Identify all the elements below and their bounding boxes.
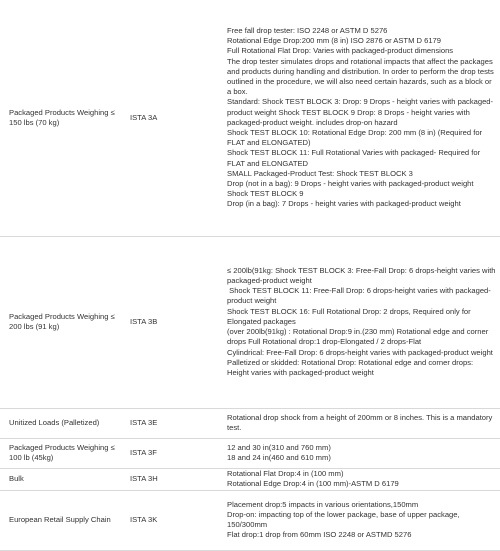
table-row [0, 408, 500, 438]
details-cell [224, 236, 500, 408]
details-cell [224, 408, 500, 438]
detail-line: Standard: Shock TEST BLOCK 3: Drop: 9 Drops - height varies with packaged-product weight Shock TEST BLOCK 9 Drop: 8 Drops - height varies with packaged-product weight. includes drop-on hazard [227, 97, 494, 127]
detail-line: Shock TEST BLOCK 9 [227, 189, 304, 199]
details-cell [224, 468, 500, 490]
table-row [0, 468, 500, 490]
detail-line: The drop tester simulates drops and rotational impacts that affect the packages and products during handling and distribution. In order to perform the drop tests outlined in the procedure, we will also need certain hazards, such as a block or a box. [227, 56, 496, 97]
details-cell [224, 490, 500, 550]
detail-line: (over 200lb(91kg) : Rotational Drop:9 in.(230 mm) Rotational edge and corner drops Full Rotational drop:1 drop-Elongated / 2 drops-Flat [227, 327, 491, 347]
table-row [0, 0, 500, 236]
detail-line: Drop (in a bag): 7 Drops - height varies with packaged-product weight [227, 199, 461, 209]
standard-cell: ISTA 3H [123, 468, 224, 490]
detail-line: Placement drop:5 impacts in various orientations,150mm [227, 499, 419, 509]
detail-line: 18 and 24 in(460 and 610 mm) [227, 453, 331, 462]
standard-cell: ISTA 3K [123, 490, 224, 550]
detail-line: Shock TEST BLOCK 10: Rotational Edge Drop: 200 mm (8 in) (Required for FLAT and ELONGATED) [227, 127, 485, 148]
detail-line: Rotational Edge Drop:4 in (100 mm)-ASTM D 6179 [227, 479, 399, 488]
detail-line: Rotational Edge Drop:200 mm (8 in) ISO 2876 or ASTM D 6179 [227, 36, 441, 46]
detail-line: Shock TEST BLOCK 16: Full Rotational Drop: 2 drops, Required only for Elongated packages [227, 306, 473, 326]
standard-cell: ISTA 3B [123, 236, 224, 408]
detail-line: Palletized or skidded: Rotational Drop: Rotational edge and corner drops: Height varies with packaged-product weight [227, 357, 476, 377]
detail-line: Cylindrical: Free-Fall Drop: 6 drops-height varies with packaged-product weight [227, 347, 493, 357]
table-row [0, 490, 500, 550]
detail-line: Rotational drop shock from a height of 200mm or 8 inches. This is a mandatory test. [227, 412, 495, 432]
table-row [0, 438, 500, 468]
category-cell: Packaged Products Weighing ≤ 200 lbs (91 kg) [0, 236, 123, 408]
detail-line: Free fall drop tester: ISO 2248 or ASTM D 5276 [227, 25, 388, 35]
detail-line: SMALL Packaged-Product Test: Shock TEST BLOCK 3 [227, 168, 413, 178]
detail-line: Rotational Flat Drop:4 in (100 mm) [227, 468, 344, 478]
category-cell: European Retail Supply Chain [0, 490, 123, 550]
category-cell: Packaged Products Weighing ≤ 150 lbs (70 kg) [0, 0, 123, 236]
detail-line: Full Rotational Flat Drop: Varies with packaged-product dimensions [227, 46, 454, 56]
standard-cell: ISTA 3E [123, 408, 224, 438]
standard-cell: ISTA 3F [123, 438, 224, 468]
detail-line: Drop-on: impacting top of the lower package, base of upper package, 150/300mm [227, 509, 462, 529]
category-cell: Packaged Products Weighing ≤ 100 lb (45kg) [0, 438, 123, 468]
details-cell [224, 438, 500, 468]
category-cell: Bulk [0, 468, 123, 490]
detail-line: Shock TEST BLOCK 11: Full Rotational Varies with packaged- Required for FLAT and ELONGATED [227, 148, 483, 168]
standard-cell: ISTA 3A [123, 0, 224, 236]
detail-line: Drop (not in a bag): 9 Drops - height varies with packaged-product weight [227, 178, 474, 188]
category-cell: Unitized Loads (Palletized) [0, 408, 123, 438]
table-row [0, 236, 500, 408]
detail-line: Flat drop:1 drop from 60mm ISO 2248 or ASTMD 5276 [227, 530, 412, 540]
details-cell [224, 0, 500, 236]
detail-line: Shock TEST BLOCK 11: Free-Fall Drop: 6 drops-height varies with packaged-product weight [227, 286, 491, 306]
detail-line: ≤ 200lb(91kg: Shock TEST BLOCK 3: Free-Fall Drop: 6 drops-height varies with packaged-product weight [227, 265, 498, 286]
detail-line: 12 and 30 in(310 and 760 mm) [227, 442, 331, 452]
